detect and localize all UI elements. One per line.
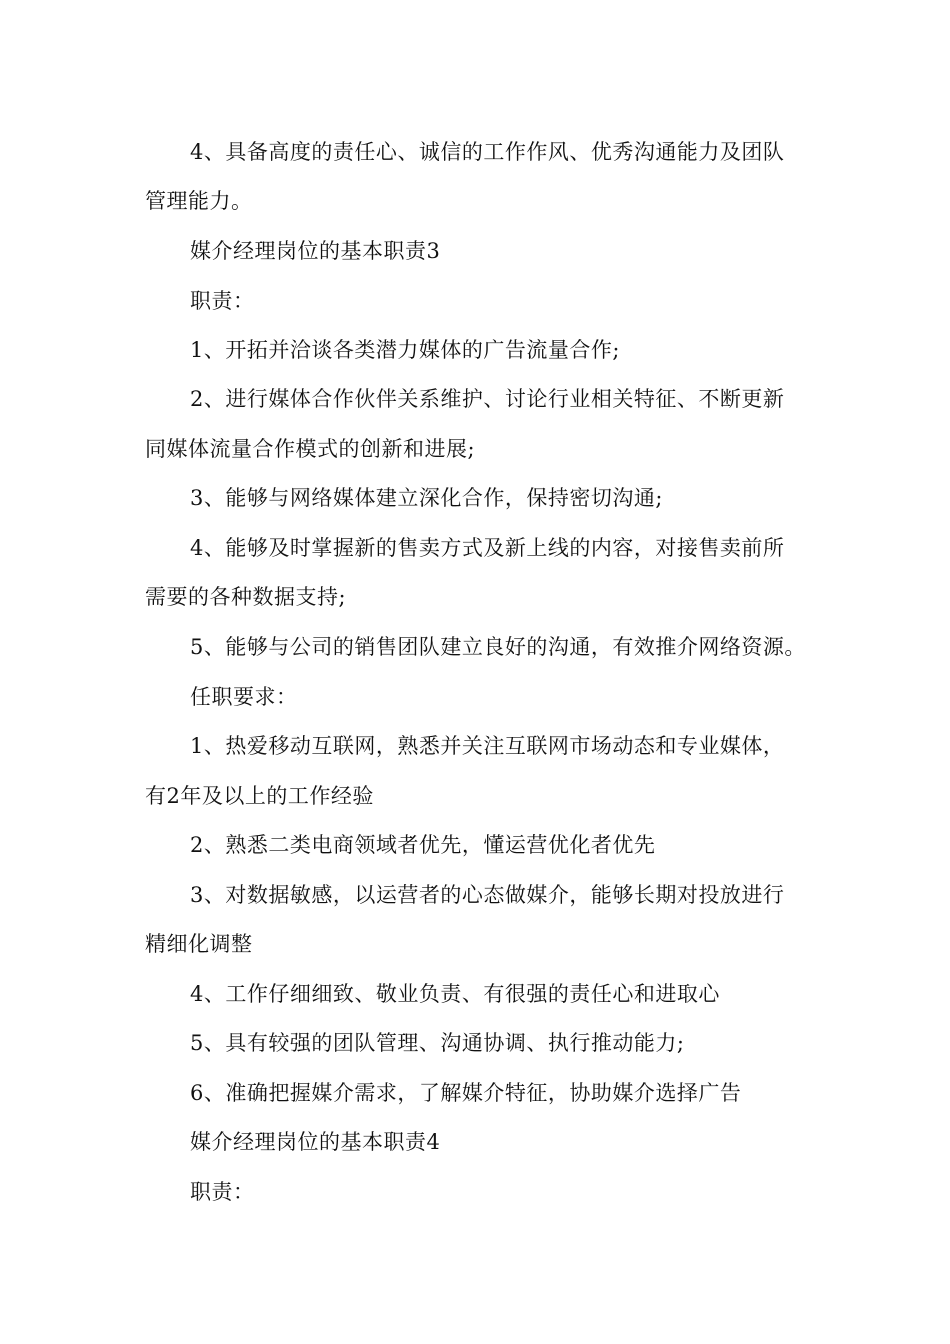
list-item: 2、进行媒体合作伙伴关系维护、讨论行业相关特征、不断更新 [190, 387, 785, 411]
list-item-continuation: 同媒体流量合作模式的创新和进展; [145, 437, 476, 461]
list-item: 6、准确把握媒介需求，了解媒介特征，协助媒介选择广告 [190, 1081, 742, 1105]
list-item-continuation: 有2年及以上的工作经验 [145, 784, 374, 808]
subheading: 职责： [190, 289, 255, 313]
list-item: 3、对数据敏感，以运营者的心态做媒介，能够长期对投放进行 [190, 883, 785, 907]
section-heading: 媒介经理岗位的基本职责4 [190, 1130, 441, 1154]
subheading: 职责： [190, 1180, 255, 1204]
list-item: 3、能够与网络媒体建立深化合作，保持密切沟通; [190, 486, 663, 510]
paragraph-line: 4、具备高度的责任心、诚信的工作作风、优秀沟通能力及团队 [190, 140, 785, 164]
list-item: 4、能够及时掌握新的售卖方式及新上线的内容，对接售卖前所 [190, 536, 785, 560]
list-item: 1、热爱移动互联网，熟悉并关注互联网市场动态和专业媒体， [190, 734, 785, 758]
list-item: 1、开拓并洽谈各类潜力媒体的广告流量合作; [190, 338, 620, 362]
subheading: 任职要求： [190, 685, 298, 709]
list-item: 5、能够与公司的销售团队建立良好的沟通，有效推介网络资源。 [190, 635, 806, 659]
list-item: 5、具有较强的团队管理、沟通协调、执行推动能力; [190, 1031, 685, 1055]
paragraph-line: 管理能力。 [145, 189, 253, 213]
section-heading: 媒介经理岗位的基本职责3 [190, 239, 441, 263]
list-item-continuation: 需要的各种数据支持; [145, 585, 347, 609]
list-item: 4、工作仔细细致、敬业负责、有很强的责任心和进取心 [190, 982, 720, 1006]
list-item-continuation: 精细化调整 [145, 932, 253, 956]
list-item: 2、熟悉二类电商领域者优先，懂运营优化者优先 [190, 833, 656, 857]
